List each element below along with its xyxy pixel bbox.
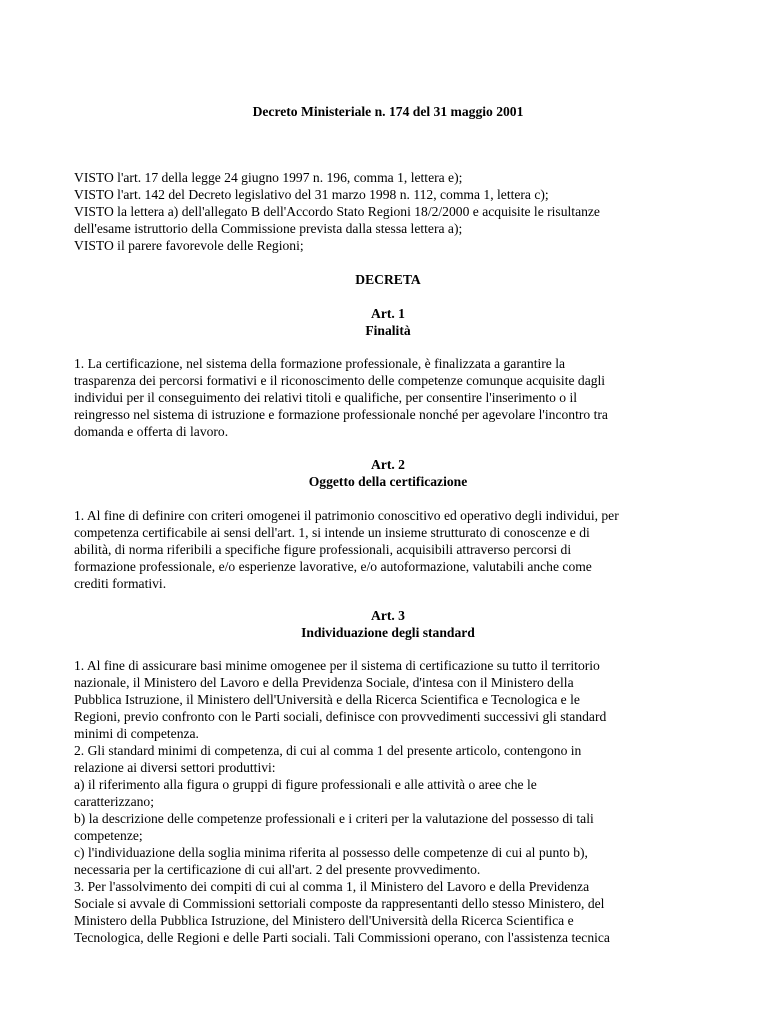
article-number: Art. 3 — [371, 608, 405, 623]
text-line: relazione ai diversi settori produttivi: — [74, 760, 276, 775]
text-line: 1. Al fine di definire con criteri omogenei il patrimonio conoscitivo ed operativo degli individui, per — [74, 508, 619, 523]
text-line: a) il riferimento alla figura o gruppi di figure professionali e alle attività o aree che le — [74, 777, 537, 792]
art1-text — [74, 355, 702, 440]
text-line: 2. Gli standard minimi di competenza, di cui al comma 1 del presente articolo, contengono in — [74, 743, 582, 758]
text-line: Pubblica Istruzione, il Ministero dell'Università e della Ricerca Scientifica e Tecnologica e le — [74, 692, 580, 707]
text-line: 1. Al fine di assicurare basi minime omogenee per il sistema di certificazione su tutto il territorio — [74, 658, 600, 673]
preamble-line: dell'esame istruttorio della Commissione prevista dalla stessa lettera a); — [74, 221, 463, 236]
text-line: caratterizzano; — [74, 794, 154, 809]
article-number: Art. 2 — [371, 457, 405, 472]
article-title: Oggetto della certificazione — [308, 474, 468, 489]
text-line: nazionale, il Ministero del Lavoro e della Previdenza Sociale, d'intesa con il Ministero della — [74, 675, 574, 690]
text-line: individui per il conseguimento dei relativi titoli e qualifiche, per consentire l'inserimento o il — [74, 390, 578, 405]
text-line: Sociale si avvale di Commissioni settoriali composte da rappresentanti dello stesso Ministero, del — [74, 896, 605, 911]
art1-heading — [74, 305, 702, 339]
text-line: domanda e offerta di lavoro. — [74, 424, 229, 439]
text-line: formazione professionale, e/o esperienze lavorative, e/o autoformazione, valutabili anche come — [74, 559, 592, 574]
text-line: Ministero della Pubblica Istruzione, del Ministero dell'Università della Ricerca Scientifica e — [74, 913, 574, 928]
preamble-line: VISTO il parere favorevole delle Regioni; — [74, 238, 304, 253]
text-line: competenze; — [74, 828, 143, 843]
text-line: competenza certificabile ai sensi dell'art. 1, si intende un insieme strutturato di conoscenze e di — [74, 525, 590, 540]
text-line: Tecnologica, delle Regioni e delle Parti sociali. Tali Commissioni operano, con l'assistenza tecnica — [74, 930, 610, 945]
article-title: Finalità — [365, 323, 411, 338]
text-line: reingresso nel sistema di istruzione e formazione professionale nonché per agevolare l'incontro tra — [74, 407, 608, 422]
preamble — [74, 169, 702, 254]
text-line: 3. Per l'assolvimento dei compiti di cui al comma 1, il Ministero del Lavoro e della Previdenza — [74, 879, 590, 894]
decreta-heading: DECRETA — [355, 272, 421, 287]
text-line: trasparenza dei percorsi formativi e il riconoscimento delle competenze comunque acquisite dagli — [74, 373, 606, 388]
preamble-line: VISTO l'art. 17 della legge 24 giugno 1997 n. 196, comma 1, lettera e); — [74, 170, 463, 185]
art2-text — [74, 507, 702, 592]
text-line: 1. La certificazione, nel sistema della formazione professionale, è finalizzata a garantire la — [74, 356, 566, 371]
preamble-line: VISTO la lettera a) dell'allegato B dell'Accordo Stato Regioni 18/2/2000 e acquisite le risultanze — [74, 204, 600, 219]
preamble-line: VISTO l'art. 142 del Decreto legislativo del 31 marzo 1998 n. 112, comma 1, lettera c); — [74, 187, 549, 202]
text-line: necessaria per la certificazione di cui all'art. 2 del presente provvedimento. — [74, 862, 481, 877]
text-line: abilità, di norma riferibili a specifiche figure professionali, acquisibili attraverso percorsi di — [74, 542, 572, 557]
article-number: Art. 1 — [371, 306, 405, 321]
text-line: Regioni, previo confronto con le Parti sociali, definisce con provvedimenti successivi gli standard — [74, 709, 607, 724]
art3-heading — [74, 607, 702, 641]
text-line: b) la descrizione delle competenze professionali e i criteri per la valutazione del possesso di tali — [74, 811, 594, 826]
document-title: Decreto Ministeriale n. 174 del 31 maggio 2001 — [252, 104, 524, 119]
text-line: minimi di competenza. — [74, 726, 199, 741]
art3-text — [74, 657, 702, 946]
article-title: Individuazione degli standard — [301, 625, 475, 640]
text-line: c) l'individuazione della soglia minima riferita al possesso delle competenze di cui al punto b), — [74, 845, 588, 860]
art2-heading — [74, 456, 702, 490]
text-line: crediti formativi. — [74, 576, 167, 591]
